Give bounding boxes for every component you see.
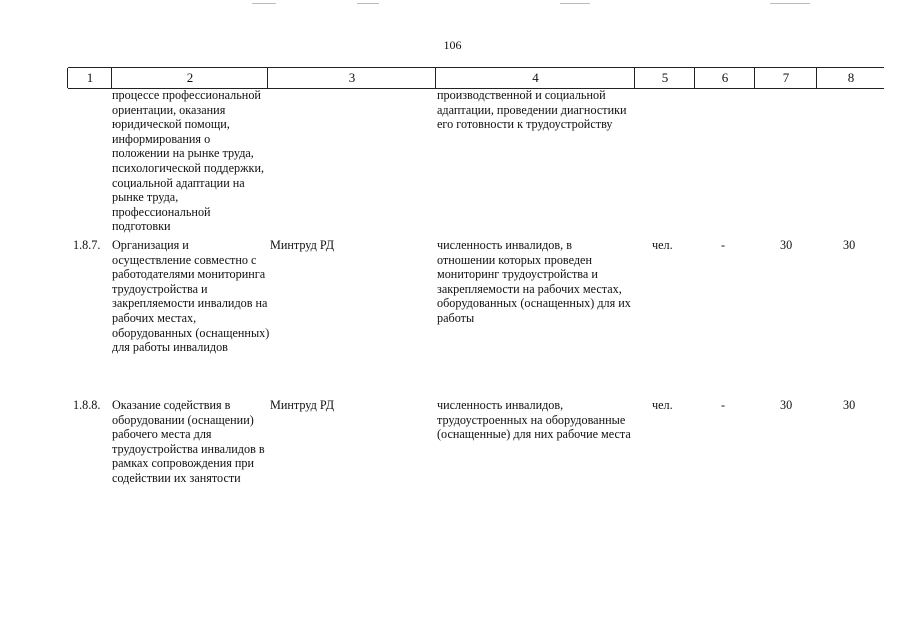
page-number: 106 [443,38,462,52]
row-number: 1.8.7. [73,238,101,252]
row-col7: 30 [780,238,793,252]
row-executor: Минтруд РД [270,238,335,252]
header-col-1: 1 [67,68,112,88]
continuation-indicator: производственной и социальной адаптации, проведении диагностики его готовности к трудоустройству [437,88,627,132]
row-unit: чел. [652,398,673,412]
row-col7: 30 [780,398,793,412]
header-col-5: 5 [634,68,695,88]
row-measure: Организация и осуществление совместно с работодателями мониторинга трудоустройства и закрепляемости инвалидов на рабочих местах, оборудованных (оснащенных) для работы инвалидов [112,238,270,355]
row-number: 1.8.8. [73,398,101,412]
row-col8: 30 [843,238,856,252]
row-col6: - [721,398,726,412]
row-executor: Минтруд РД [270,398,335,412]
header-col-6: 6 [694,68,755,88]
scan-speck [770,3,810,4]
row-col6: - [721,238,726,252]
row-unit: чел. [652,238,673,252]
header-col-8: 8 [816,68,885,88]
row-indicator: численность инвалидов, в отношении которых проведен мониторинг трудоустройства и закрепляемости на рабочих местах, оборудованных (оснащенных) для их работы [437,238,631,325]
header-col-2: 2 [111,68,268,88]
scan-speck [357,3,379,4]
row-measure: Оказание содействия в оборудовании (оснащении) рабочего места для трудоустройства инвалидов в рамках сопровождения при содействии их занятости [112,398,265,485]
row-indicator: численность инвалидов, трудоустроенных на оборудованные (оснащенные) для них рабочие места [437,398,631,442]
continuation-measure: процессе профессиональной ориентации, оказания юридической помощи, информирования о положении на рынке труда, психологической поддержки, социальной адаптации на рынке труда, профессиональной подготовки [112,88,265,234]
row-col8: 30 [843,398,856,412]
header-col-3: 3 [267,68,436,88]
scan-speck [252,3,276,4]
table-header [68,67,884,89]
scan-speck [560,3,590,4]
header-col-4: 4 [435,68,635,88]
header-col-7: 7 [754,68,817,88]
